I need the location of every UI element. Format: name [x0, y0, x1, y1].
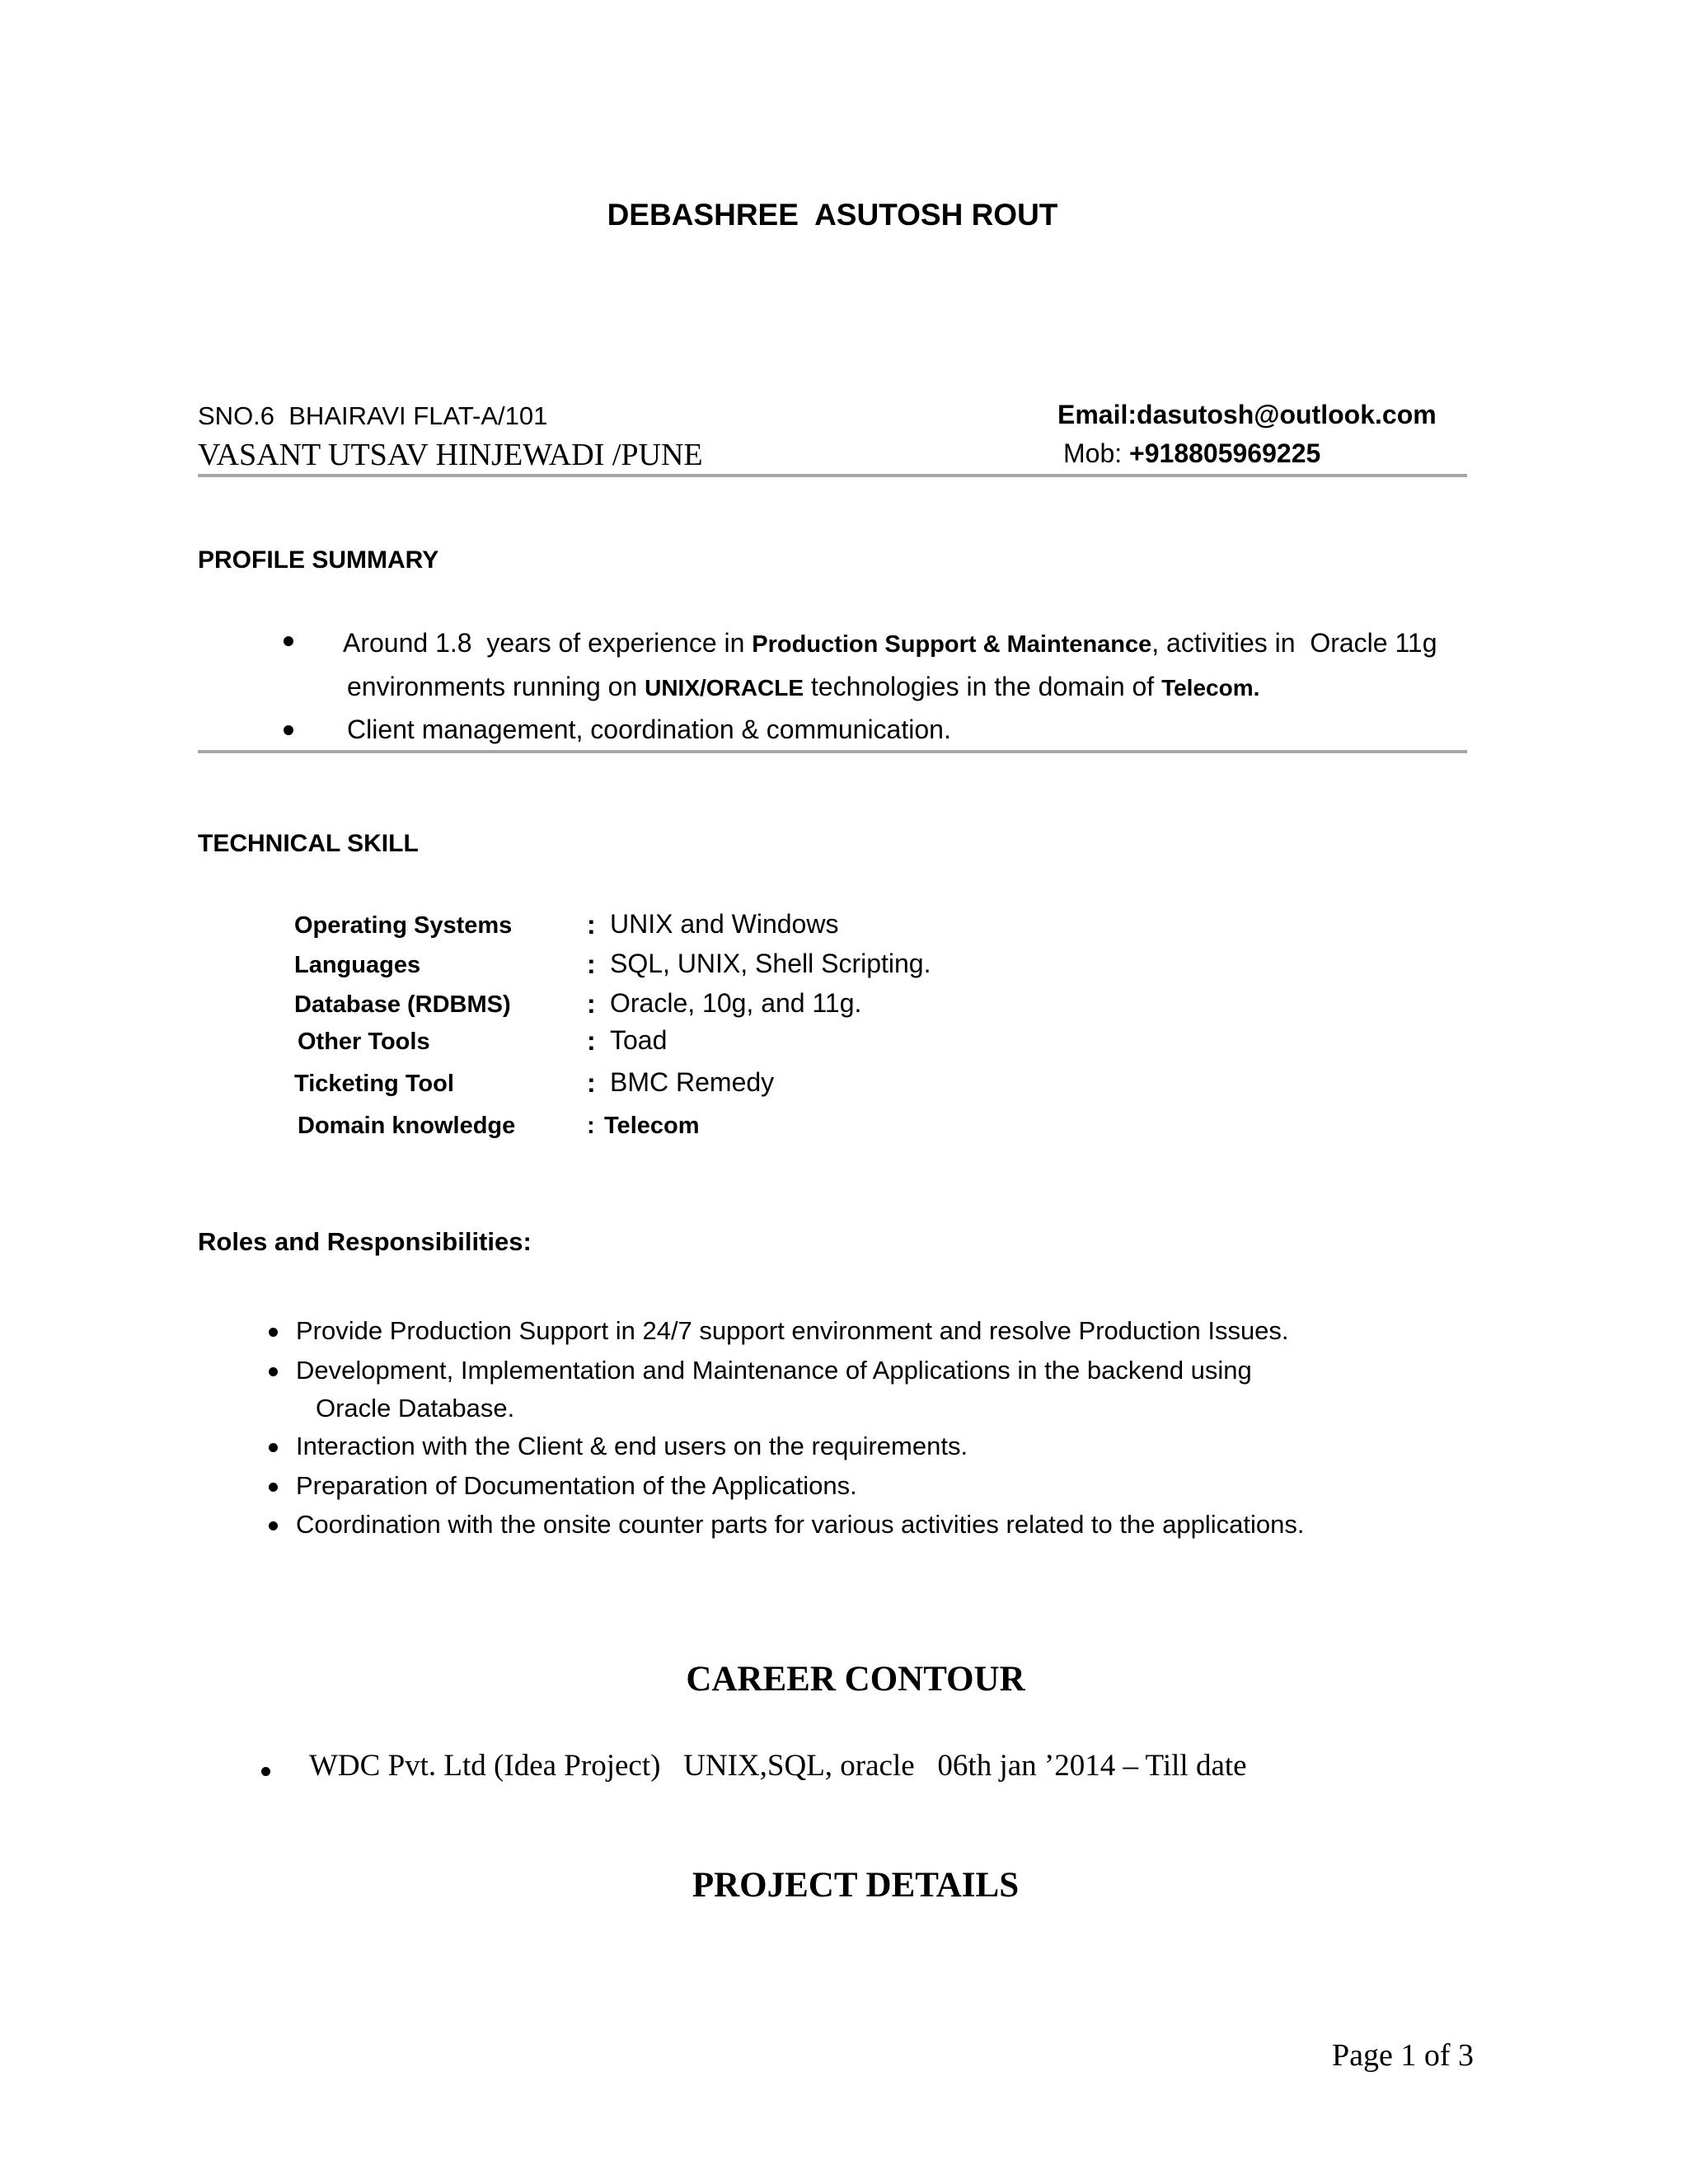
skill-value: Oracle, 10g, and 11g. — [610, 988, 862, 1018]
skill-colon: : — [587, 949, 596, 979]
role-item: Interaction with the Client & end users on the requirements. — [296, 1432, 968, 1460]
header-divider — [198, 474, 1467, 477]
profile-summary-heading: PROFILE SUMMARY — [198, 546, 439, 574]
project-details-heading: PROJECT DETAILS — [692, 1866, 1020, 1905]
candidate-name: DEBASHREE ASUTOSH ROUT — [607, 198, 1058, 232]
roles-heading: Roles and Responsibilities: — [198, 1227, 532, 1256]
skill-colon: : — [587, 1068, 596, 1098]
career-contour-heading: CAREER CONTOUR — [686, 1660, 1025, 1699]
bullet-icon — [269, 1483, 278, 1492]
skill-colon: : — [587, 910, 596, 940]
profile-text: Around 1.8 years of experience in — [343, 628, 753, 658]
career-item: WDC Pvt. Ltd (Idea Project) UNIX,SQL, oracle 06th jan ’2014 – Till date — [309, 1749, 1247, 1783]
profile-text: technologies in the domain of — [804, 672, 1162, 701]
skill-value: Telecom — [604, 1113, 700, 1139]
bullet-icon — [269, 1367, 278, 1376]
mobile-number: +918805969225 — [1129, 438, 1321, 468]
bullet-icon — [269, 1521, 278, 1530]
bullet-icon — [269, 1443, 278, 1452]
role-item: Development, Implementation and Maintenance of Applications in the backend using — [296, 1356, 1252, 1385]
profile-text: environments running on — [347, 672, 645, 701]
profile-bullet-1-line-1 — [343, 628, 1437, 658]
profile-bullet-1-line-2 — [347, 672, 1259, 702]
address-line-2: VASANT UTSAV HINJEWADI /PUNE — [198, 438, 703, 472]
skill-label: Other Tools — [298, 1029, 430, 1055]
skill-value: UNIX and Windows — [610, 909, 839, 939]
address-line-1: SNO.6 BHAIRAVI FLAT-A/101 — [198, 401, 548, 430]
skill-label: Operating Systems — [294, 912, 513, 939]
email: Email:dasutosh@outlook.com — [1057, 400, 1437, 429]
skill-colon: : — [587, 1113, 595, 1139]
profile-highlight: Telecom. — [1161, 675, 1260, 701]
profile-text: , activities in Oracle 11g — [1151, 628, 1437, 658]
profile-highlight: UNIX/ORACLE — [645, 675, 804, 701]
skill-label: Database (RDBMS) — [294, 991, 511, 1018]
skill-value: Toad — [610, 1025, 668, 1055]
skill-value: BMC Remedy — [610, 1067, 775, 1097]
profile-highlight: Production Support & Maintenance — [752, 631, 1152, 658]
mobile-label: Mob: — [1063, 438, 1130, 468]
skill-colon: : — [587, 989, 596, 1019]
profile-divider — [198, 750, 1467, 753]
bullet-icon — [284, 636, 293, 646]
role-item: Preparation of Documentation of the Applications. — [296, 1471, 857, 1500]
technical-skill-heading: TECHNICAL SKILL — [198, 830, 419, 857]
skill-value: SQL, UNIX, Shell Scripting. — [610, 949, 931, 978]
bullet-icon — [269, 1328, 278, 1337]
role-item-continuation: Oracle Database. — [316, 1394, 515, 1422]
skill-label: Ticketing Tool — [294, 1071, 454, 1097]
page-number: Page 1 of 3 — [1332, 2038, 1475, 2073]
bullet-icon — [261, 1767, 270, 1776]
skill-label: Languages — [294, 952, 421, 978]
role-item: Provide Production Support in 24/7 support environment and resolve Production Issues. — [296, 1316, 1289, 1345]
bullet-icon — [284, 725, 293, 735]
skill-colon: : — [587, 1026, 596, 1056]
role-item: Coordination with the onsite counter parts for various activities related to the applications. — [296, 1510, 1305, 1539]
skill-label: Domain knowledge — [298, 1113, 516, 1139]
profile-bullet-2: Client management, coordination & communication. — [347, 715, 951, 744]
mobile — [1063, 438, 1320, 469]
